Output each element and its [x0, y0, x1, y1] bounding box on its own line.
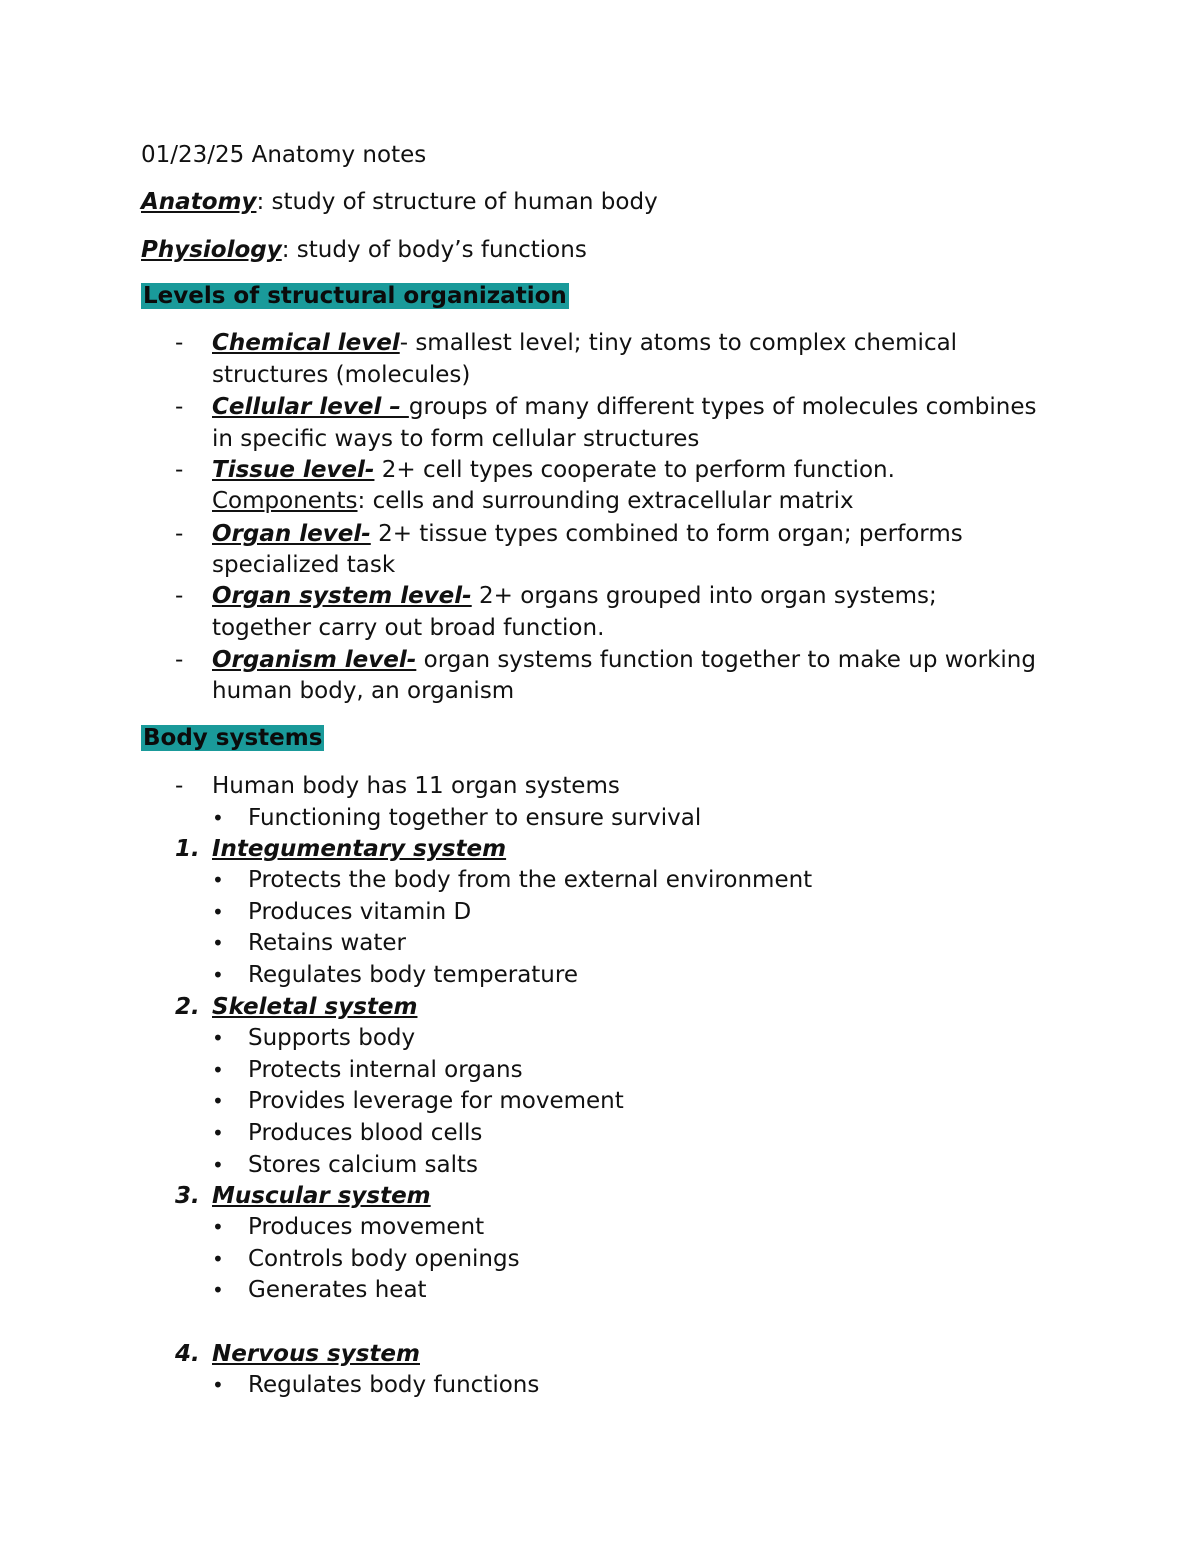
level-text-continued: structures (molecules): [212, 362, 471, 388]
system-number: 2.: [175, 994, 200, 1020]
definition-text: : study of body’s functions: [281, 237, 587, 263]
system-point: Produces blood cells: [248, 1120, 483, 1146]
bullet-icon: •: [212, 1089, 224, 1113]
definition-term: Physiology: [141, 237, 282, 263]
system-point: Protects the body from the external environment: [248, 867, 813, 893]
page-title: 01/23/25 Anatomy notes: [141, 142, 427, 168]
list-dash: -: [175, 521, 184, 547]
bullet-icon: •: [212, 900, 224, 924]
definition-physiology: [141, 235, 587, 265]
system-name-skeletal: Skeletal system: [212, 994, 418, 1020]
definition-text: : study of structure of human body: [256, 189, 658, 215]
system-number: 4.: [175, 1341, 200, 1367]
level-term: Cellular level –: [212, 394, 409, 420]
level-term: Chemical level: [212, 330, 400, 356]
system-point: Generates heat: [248, 1277, 427, 1303]
level-text: groups of many different types of molecules combines: [408, 394, 1037, 420]
system-name-muscular: Muscular system: [212, 1183, 431, 1209]
components-label: Components: [212, 488, 358, 514]
bullet-icon: •: [212, 1153, 224, 1177]
level-text: 2+ tissue types combined to form organ; performs: [370, 521, 963, 547]
level-text: 2+ organs grouped into organ systems;: [471, 583, 937, 609]
level-text-continued: human body, an organism: [212, 678, 515, 704]
system-point: Controls body openings: [248, 1246, 520, 1272]
system-name-integumentary: Integumentary system: [212, 836, 507, 862]
bullet-icon: •: [212, 1121, 224, 1145]
system-point: Supports body: [248, 1025, 416, 1051]
definition-anatomy: [141, 187, 658, 217]
level-text-continued: together carry out broad function.: [212, 615, 605, 641]
system-point: Retains water: [248, 930, 407, 956]
body-systems-intro-bullet: Functioning together to ensure survival: [248, 805, 702, 831]
level-item-organism: [212, 645, 1036, 675]
bullet-icon: •: [212, 963, 224, 987]
list-dash: -: [175, 773, 184, 799]
body-systems-intro: Human body has 11 organ systems: [212, 773, 620, 799]
level-text-continued: specialized task: [212, 552, 396, 578]
highlighted-heading: Body systems: [143, 725, 323, 751]
list-dash: -: [175, 457, 184, 483]
bullet-icon: •: [212, 868, 224, 892]
system-point: Regulates body functions: [248, 1372, 540, 1398]
level-item-organ-system: [212, 581, 937, 611]
level-item-cellular: [212, 392, 1036, 422]
system-point: Protects internal organs: [248, 1057, 523, 1083]
system-point: Produces movement: [248, 1214, 485, 1240]
bullet-icon: •: [212, 1278, 224, 1302]
bullet-icon: •: [212, 1215, 224, 1239]
system-point: Provides leverage for movement: [248, 1088, 624, 1114]
system-name-nervous: Nervous system: [212, 1341, 420, 1367]
system-point: Stores calcium salts: [248, 1152, 479, 1178]
highlighted-heading: Levels of structural organization: [143, 283, 567, 309]
section-heading-levels: [141, 281, 569, 311]
level-item-chemical: [212, 328, 957, 358]
level-text-continued: [212, 486, 854, 516]
level-term: Organism level-: [212, 647, 417, 673]
system-number: 1.: [175, 836, 200, 862]
level-text-continued: in specific ways to form cellular structures: [212, 426, 700, 452]
bullet-icon: •: [212, 1026, 224, 1050]
bullet-icon: •: [212, 806, 224, 830]
list-dash: -: [175, 647, 184, 673]
system-point: Regulates body temperature: [248, 962, 578, 988]
list-dash: -: [175, 394, 184, 420]
bullet-icon: •: [212, 1247, 224, 1271]
bullet-icon: •: [212, 931, 224, 955]
system-point: Produces vitamin D: [248, 899, 472, 925]
level-item-organ: [212, 519, 963, 549]
level-text: 2+ cell types cooperate to perform function.: [374, 457, 895, 483]
level-text: - smallest level; tiny atoms to complex chemical: [399, 330, 958, 356]
level-item-tissue: [212, 455, 895, 485]
level-text: organ systems function together to make up working: [416, 647, 1036, 673]
definition-term: Anatomy: [141, 189, 257, 215]
components-text: : cells and surrounding extracellular matrix: [357, 488, 854, 514]
level-term: Tissue level-: [212, 457, 375, 483]
level-term: Organ level-: [212, 521, 371, 547]
system-number: 3.: [175, 1183, 200, 1209]
bullet-icon: •: [212, 1373, 224, 1397]
section-heading-body-systems: [141, 723, 324, 753]
level-term: Organ system level-: [212, 583, 472, 609]
list-dash: -: [175, 583, 184, 609]
list-dash: -: [175, 330, 184, 356]
bullet-icon: •: [212, 1058, 224, 1082]
